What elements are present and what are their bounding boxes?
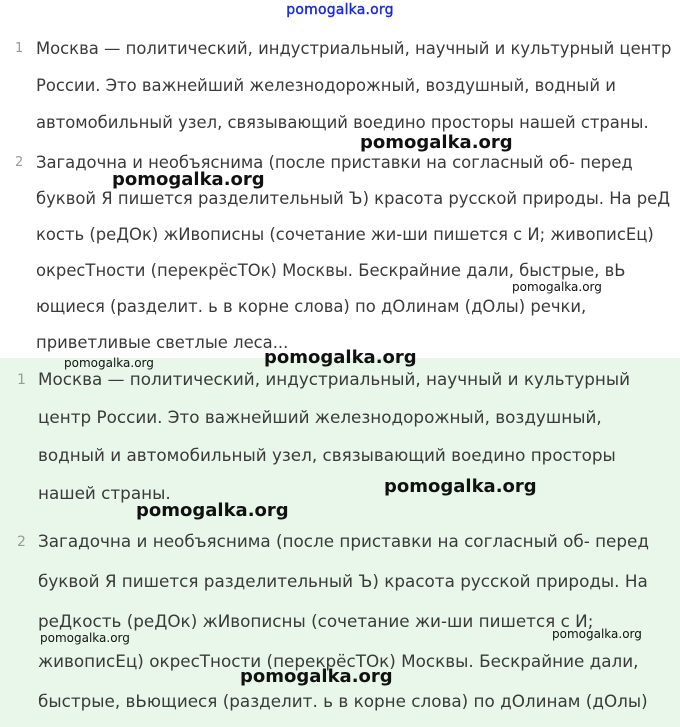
item-number: 2: [17, 534, 26, 550]
item-number: 1: [15, 41, 24, 56]
watermark: pomogalka.org: [40, 631, 130, 645]
item-number: 2: [15, 155, 24, 170]
text-line: водный и автомобильный узел, связывающий воедино просторы: [38, 445, 616, 465]
watermark: pomogalka.org: [64, 356, 154, 370]
text-line: реДкость (реДОк) жИвописны (сочетание жи-ши пишется с И;: [38, 611, 594, 631]
header-watermark: pomogalka.org: [286, 2, 394, 18]
text-line: быстрые, вЬющиеся (разделит. ь в корне слова) по дОлинам (дОлы): [38, 691, 648, 711]
text-line: центр России. Это важнейший железнодорожный, воздушный,: [38, 407, 602, 427]
watermark: pomogalka.org: [512, 280, 602, 294]
text-line: буквой Я пишется разделительный Ъ) красота русской природы. На: [38, 571, 648, 591]
text-line: окресТности (перекрёсТОк) Москвы. Бескрайние дали, быстрые, вЬ: [36, 261, 626, 280]
text-line: ющиеся (разделит. ь в корне слова) по дОлинам (дОлы) речки,: [36, 297, 587, 316]
watermark: pomogalka.org: [240, 666, 393, 687]
text-line: России. Это важнейший железнодорожный, воздушный, водный и: [36, 76, 616, 95]
text-line: автомобильный узел, связывающий воедино просторы нашей страны.: [36, 113, 649, 132]
watermark: pomogalka.org: [112, 169, 265, 190]
item-number: 1: [17, 372, 26, 388]
watermark: pomogalka.org: [360, 132, 513, 153]
text-line: Москва — политический, индустриальный, научный и культурный: [38, 369, 631, 389]
text-line: приветливые светлые леса...: [36, 333, 289, 352]
text-line: кость (реДОк) жИвописны (сочетание жи-ши пишется с И; живописЕц): [36, 225, 654, 244]
original-text-section: [0, 22, 680, 358]
watermark: pomogalka.org: [384, 476, 537, 497]
text-line: живописЕц) окресТности (перекрёсТОк) Москвы. Бескрайние дали,: [38, 651, 639, 671]
watermark: pomogalka.org: [552, 627, 642, 641]
text-line: буквой Я пишется разделительный Ъ) красота русской природы. На реД: [36, 189, 671, 208]
text-line: Москва — политический, индустриальный, научный и культурный центр: [36, 39, 672, 58]
text-line: Загадочна и необъяснима (после приставки на согласный об- перед: [38, 531, 649, 551]
watermark: pomogalka.org: [264, 347, 417, 368]
text-line: нашей страны.: [38, 483, 171, 503]
watermark: pomogalka.org: [136, 500, 289, 521]
text-line: Загадочна и необъяснима (после приставки на согласный об- перед: [36, 153, 633, 172]
